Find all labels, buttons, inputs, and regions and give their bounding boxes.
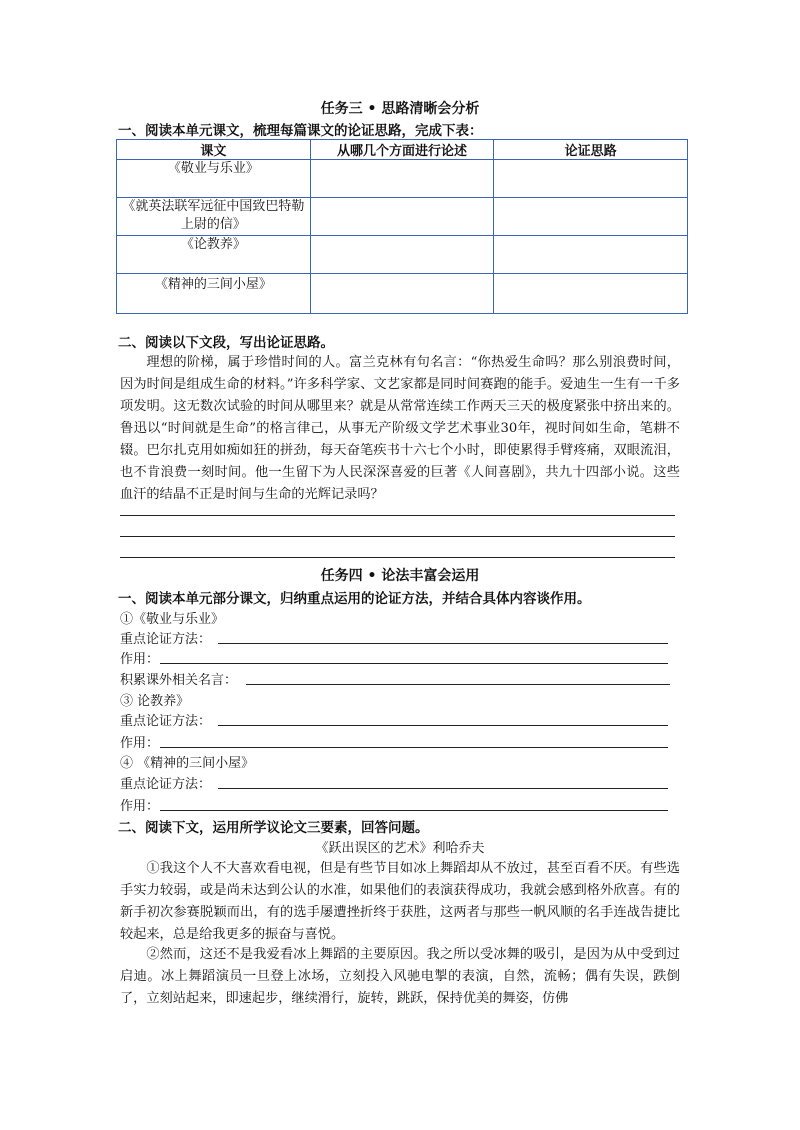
table-cell-text: 《就英法联军远征中国致巴特勒上尉的信》: [117, 198, 311, 236]
answer-line[interactable]: [120, 515, 675, 516]
item-3-title: ③ 论教养》: [120, 694, 190, 709]
answer-line[interactable]: [120, 557, 675, 558]
effect-label: 作用：: [120, 799, 160, 814]
method-label: 重点论证方法：: [120, 714, 212, 729]
answer-line[interactable]: [246, 684, 670, 685]
effect-label: 作用：: [120, 652, 160, 667]
task3-title: 任务三 • 思路清晰会分析: [320, 101, 480, 117]
table-cell-reasoning[interactable]: [494, 236, 688, 274]
method-row[interactable]: [120, 773, 211, 793]
method-label: 重点论证方法：: [120, 777, 212, 792]
effect-row[interactable]: [120, 732, 159, 752]
table-cell-aspects[interactable]: [310, 198, 494, 236]
table-cell-reasoning[interactable]: [494, 198, 688, 236]
table-row: [117, 274, 688, 314]
answer-line[interactable]: [120, 536, 675, 537]
article-paragraph-1: ①我这个人不大喜欢看电视，但是有些节目如冰上舞蹈却从不放过，甚至百看不厌。有些选手实力较弱，或是尚未达到公认的水准，如果他们的表演获得成功，我就会感到格外欣喜。有的新手初次参赛脱颖而出，有的选手屡遭挫折终于获胜，这两者与那些一帆风顺的名手连战告捷比较起来，总是给我更多的振奋与喜悦。: [120, 861, 680, 942]
table-cell-reasoning[interactable]: [494, 160, 688, 198]
task4-question-2: 二、阅读下文，运用所学议论文三要素，回答问题。: [118, 820, 429, 836]
table-cell-text: 《精神的三间小屋》: [117, 274, 311, 314]
answer-line[interactable]: [218, 788, 668, 789]
task4-title: 任务四 • 论法丰富会运用: [320, 568, 480, 584]
table-row: [117, 198, 688, 236]
answer-line[interactable]: [218, 643, 668, 644]
effect-row[interactable]: [120, 648, 159, 668]
task3-question-2: 二、阅读以下文段，写出论证思路。: [118, 335, 334, 351]
table-row: [117, 236, 688, 274]
table-header-aspects: 从哪几个方面进行论述: [310, 140, 494, 160]
answer-line[interactable]: [160, 810, 668, 811]
table-cell-text: 《敬业与乐业》: [117, 160, 311, 198]
table-cell-reasoning[interactable]: [494, 274, 688, 314]
method-row[interactable]: [120, 710, 211, 730]
table-cell-aspects[interactable]: [310, 236, 494, 274]
answer-line[interactable]: [160, 663, 668, 664]
table-cell-text: 《论教养》: [117, 236, 311, 274]
table-row: [117, 160, 688, 198]
quote-row[interactable]: [120, 669, 237, 689]
effect-row[interactable]: [120, 795, 159, 815]
item-4-title: ④ 《精神的三间小屋》: [120, 756, 255, 771]
passage-text: 理想的阶梯，属于珍惜时间的人。富兰克林有句名言：“你热爱生命吗？那么别浪费时间，因为时间是组成生命的材料。”许多科学家、文艺家都是同时间赛跑的能手。爱迪生一生有一千多项发明。这无数次试验的时间从哪里来？就是从常常连续工作两天三天的极度紧张中挤出来的。鲁迅以“时间就是生命”的格言律己，从事无产阶级文学艺术事业30年，视时间如生命，笔耕不辍。巴尔扎克用如痴如狂的拼劲，每天奋笔疾书十六七个小时，即使累得手臂疼痛，双眼流泪，也不肯浪费一刻时间。他一生留下为人民深深喜爱的巨著《人间喜剧》，共九十四部小说。这些血汗的结晶不正是时间与生命的光辉记录吗？: [120, 355, 680, 502]
argument-table: [116, 139, 688, 314]
article-paragraph-2: ②然而，这还不是我爱看冰上舞蹈的主要原因。我之所以受冰舞的吸引，是因为从中受到过启迪。冰上舞蹈演员一旦登上冰场，立刻投入风驰电掣的表演，自然，流畅；偶有失误，跌倒了，立刻站起来，即速起步，继续滑行，旋转，跳跃，保持优美的舞姿，仿佛: [120, 947, 680, 1006]
quote-label: 积累课外相关名言：: [120, 673, 238, 688]
answer-line[interactable]: [160, 747, 668, 748]
method-label: 重点论证方法：: [120, 632, 212, 647]
table-header-text: 课文: [117, 140, 311, 160]
table-header-row: [117, 140, 688, 160]
item-1-title: ①《敬业与乐业》: [120, 612, 225, 627]
method-row[interactable]: [120, 628, 211, 648]
effect-label: 作用：: [120, 736, 160, 751]
table-header-reasoning: 论证思路: [494, 140, 688, 160]
answer-line[interactable]: [218, 725, 668, 726]
task3-question-1: 一、阅读本单元课文，梳理每篇课文的论证思路，完成下表：: [118, 123, 483, 139]
article-title: 《跃出误区的艺术》利哈乔夫: [315, 841, 485, 856]
table-cell-aspects[interactable]: [310, 274, 494, 314]
task4-question-1: 一、阅读本单元部分课文，归纳重点运用的论证方法，并结合具体内容谈作用。: [118, 591, 591, 607]
table-cell-aspects[interactable]: [310, 160, 494, 198]
